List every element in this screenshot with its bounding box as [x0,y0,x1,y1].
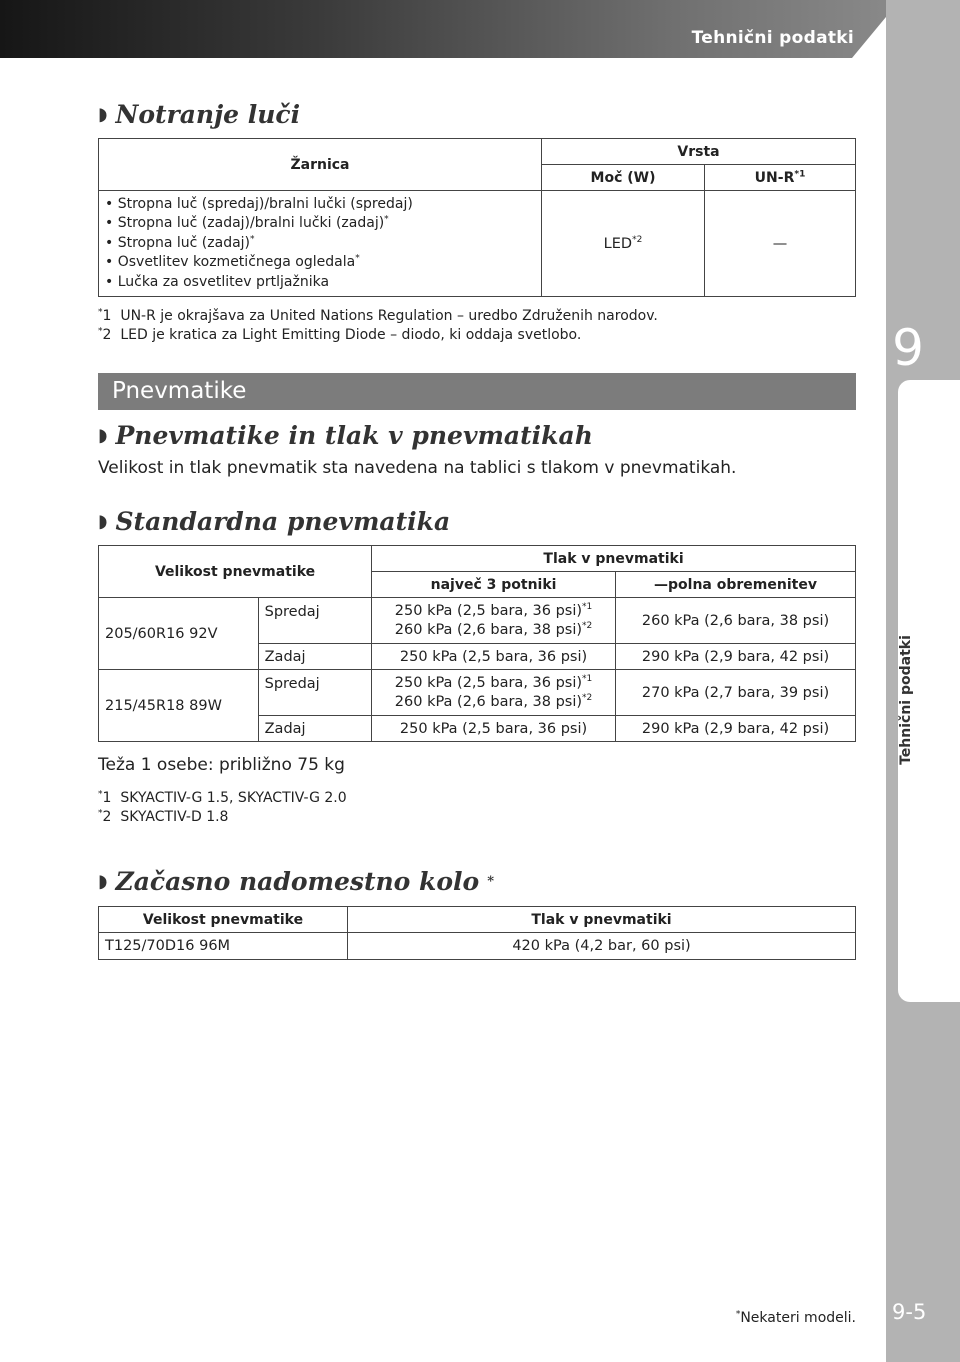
unr-value: — [705,191,856,297]
list-item: • Stropna luč (zadaj)/bralni lučki (zadaj)* [105,214,535,234]
chapter-number: 9 [892,319,924,377]
list-item: • Stropna luč (zadaj)* [105,234,535,254]
pressure-full-cell: 290 kPa (2,9 bara, 42 psi) [616,644,856,670]
pressure-cell: 250 kPa (2,5 bara, 36 psi) [372,716,616,742]
position-rear: Zadaj [258,716,371,742]
pressure-full-cell: 290 kPa (2,9 bara, 42 psi) [616,716,856,742]
power-value: LED$^{*2}$ [542,191,705,297]
section-arrow-icon: ◗ [98,871,108,892]
table-row [99,933,856,960]
position-rear: Zadaj [258,644,371,670]
col-max-3-passengers: največ 3 potniki [372,572,616,598]
col-tire-size: Velikost pnevmatike [99,907,348,933]
bulb-list-cell [99,191,542,297]
footnote-2: *2 LED je kratica za Light Emitting Diode – diodo, ki oddaja svetlobo. [98,326,582,343]
footnote-1: *1 SKYACTIV-G 1.5, SKYACTIV-G 2.0 [98,789,347,806]
standard-tire-table [98,545,856,742]
col-tire-pressure: Tlak v pnevmatiki [348,907,856,933]
footer-note: *Nekateri modeli. [735,1309,856,1326]
tire-size-cell: T125/70D16 96M [99,933,348,960]
list-item: • Osvetlitev kozmetičnega ogledala* [105,253,535,273]
section-arrow-icon: ◗ [98,104,108,125]
pressure-full-cell: 260 kPa (2,6 bara, 38 psi) [616,598,856,644]
list-item: • Stropna luč (spredaj)/bralni lučki (spredaj) [105,195,535,215]
col-type: Vrsta [542,139,856,165]
chapter-label: Tehnični podatki [898,635,914,765]
tire-size-cell: 215/45R18 89W [99,670,259,742]
pressure-cell: 420 kPa (4,2 bar, 60 psi) [348,933,856,960]
interior-lights-heading: ◗ Notranje luči [98,100,301,129]
tire-size-cell: 205/60R16 92V [99,598,259,670]
footnote-2: *2 SKYACTIV-D 1.8 [98,808,229,825]
col-tire-size: Velikost pnevmatike [99,546,372,598]
table-row [99,670,856,716]
list-item: • Lučka za osvetlitev prtljažnika [105,273,535,293]
position-front: Spredaj [258,598,371,644]
pressure-cell: 250 kPa (2,5 bara, 36 psi)$^{*1}$ 260 kPa (2,6 bara, 38 psi)$^{*2}$ [372,670,616,716]
col-bulb: Žarnica [99,139,542,191]
col-full-load: —polna obremenitev [616,572,856,598]
col-unr: $UN-R^{*1}$ [705,165,856,191]
temp-spare-table [98,906,856,960]
pressure-full-cell: 270 kPa (2,7 bara, 39 psi) [616,670,856,716]
section-arrow-icon: ◗ [98,511,108,532]
pressure-cell: 250 kPa (2,5 bara, 36 psi) [372,644,616,670]
pressure-cell: 250 kPa (2,5 bara, 36 psi)$^{*1}$ 260 kPa (2,6 bara, 38 psi)$^{*2}$ [372,598,616,644]
weight-note: Teža 1 osebe: približno 75 kg [98,755,345,775]
section-arrow-icon: ◗ [98,425,108,446]
col-power: Moč (W) [542,165,705,191]
position-front: Spredaj [258,670,371,716]
tires-section-title: Pnevmatike [98,373,856,410]
table-row [99,598,856,644]
temp-spare-heading: ◗ Začasno nadomestno kolo * [98,867,495,896]
standard-tire-heading: ◗ Standardna pnevmatika [98,507,451,536]
interior-lights-table [98,138,856,297]
footnote-1: *1 UN-R je okrajšava za United Nations Regulation – uredbo Združenih narodov. [98,307,658,324]
tire-pressure-text: Velikost in tlak pnevmatik sta navedena na tablici s tlakom v pnevmatikah. [98,458,737,478]
tire-pressure-heading: ◗ Pnevmatike in tlak v pnevmatikah [98,421,593,450]
page-number: 9-5 [892,1300,927,1324]
header-title: Tehnični podatki [691,28,854,48]
col-tire-pressure: Tlak v pnevmatiki [372,546,856,572]
